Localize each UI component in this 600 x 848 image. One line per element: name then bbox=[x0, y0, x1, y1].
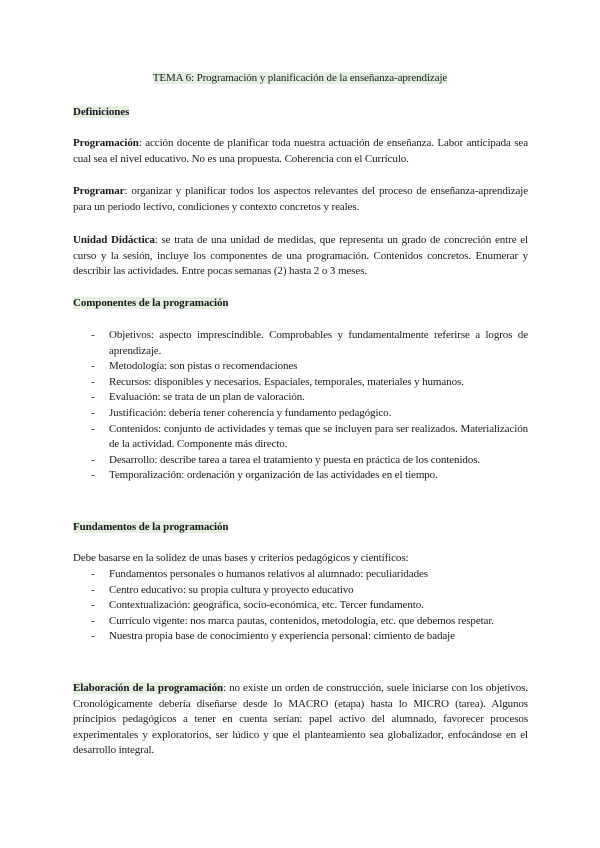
title-text: TEMA 6: Programación y planificación de la enseñanza-aprendizaje bbox=[152, 72, 448, 84]
list-item: - Temporalización: ordenación y organización de las actividades en el tiempo. bbox=[73, 468, 528, 484]
list-bullet: - bbox=[91, 422, 95, 435]
list-item: - Desarrollo: describe tarea a tarea el tratamiento y puesta en práctica de los contenidos. bbox=[73, 453, 528, 469]
list-item: - Contextualización: geográfica, socio-económica, etc. Tercer fundamento. bbox=[73, 598, 528, 614]
paragraph-unidad-didactica bbox=[73, 233, 528, 280]
list-item: - Recursos: disponibles y necesarios. Espaciales, temporales, materiales y humanos. bbox=[73, 375, 528, 391]
term-unidad-didactica: Unidad Didáctica bbox=[73, 234, 155, 246]
paragraph-programar bbox=[73, 184, 528, 215]
list-bullet: - bbox=[91, 453, 95, 466]
list-item: - Nuestra propia base de conocimiento y experiencia personal: cimiento de badaje bbox=[73, 629, 528, 645]
term-programacion: Programación bbox=[73, 137, 139, 149]
document-title bbox=[0, 71, 600, 87]
definition-unidad-didactica: : se trata de una unidad de medidas, que representa un grado de concreción entre el curso y la sesión, incluye los componentes de una programación. Contenidos concretos. Enumerar y describir las actividades. Entre pocas semanas (2) hasta 2 o 3 meses. bbox=[73, 234, 528, 278]
term-programar: Programar bbox=[73, 185, 125, 197]
list-bullet: - bbox=[91, 375, 95, 388]
list-bullet: - bbox=[91, 630, 95, 643]
list-item: - Evaluación: se trata de un plan de valoración. bbox=[73, 390, 528, 406]
fundamentos-intro: Debe basarse en la solidez de unas bases y criterios pedagógicos y científicos: bbox=[73, 552, 409, 564]
list-item: - Metodología: son pistas o recomendaciones bbox=[73, 359, 528, 375]
fundamentos-heading: Fundamentos de la programación bbox=[73, 521, 229, 533]
list-bullet: - bbox=[91, 406, 95, 419]
list-item: - Fundamentos personales o humanos relativos al alumnado: peculiaridades bbox=[73, 567, 528, 583]
section-heading-fundamentos bbox=[73, 520, 528, 536]
componentes-list bbox=[73, 328, 528, 484]
definition-programar: : organizar y planificar todos los aspectos relevantes del proceso de enseñanza-aprendizaje para un periodo lectivo, condiciones y contexto concretos y reales. bbox=[73, 185, 528, 213]
list-bullet: - bbox=[91, 599, 95, 612]
definition-elaboracion: : no existe un orden de construcción, suele iniciarse con los objetivos. Cronológicamente debería diseñarse desde lo MACRO (etapa) hasta lo MICRO (tarea). Algunos principios pedagógicos a tener en cuenta serían: papel activo del alumnado, favorecer procesos experimentales y exploratorios, ser lúdico y que el planteamiento sea globalizador, enfocándose en el desarrollo integral. bbox=[73, 682, 528, 757]
list-item: - Centro educativo: su propia cultura y proyecto educativo bbox=[73, 583, 528, 599]
section-heading-definiciones bbox=[73, 105, 528, 121]
list-item: - Justificación: debería tener coherencia y fundamento pedagógico. bbox=[73, 406, 528, 422]
componentes-heading: Componentes de la programación bbox=[73, 297, 229, 309]
term-elaboracion: Elaboración de la programación bbox=[73, 682, 224, 694]
list-bullet: - bbox=[91, 583, 95, 596]
section-heading-componentes bbox=[73, 296, 528, 312]
list-bullet: - bbox=[91, 360, 95, 373]
list-item: - Contenidos: conjunto de actividades y temas que se incluyen para ser realizados. Materialización de la actividad. Componente más directo. bbox=[91, 422, 528, 451]
fundamentos-list bbox=[73, 567, 528, 645]
list-bullet: - bbox=[91, 329, 95, 341]
paragraph-programacion bbox=[73, 136, 528, 167]
list-item: - Objetivos: aspecto imprescindible. Comprobables y fundamentalmente referirse a logros de aprendizaje. bbox=[91, 329, 528, 357]
list-bullet: - bbox=[91, 391, 95, 404]
list-item: - Currículo vigente: nos marca pautas, contenidos, metodología, etc. que debemos respetar. bbox=[73, 614, 528, 630]
list-bullet: - bbox=[91, 469, 95, 482]
definition-programacion: : acción docente de planificar toda nuestra actuación de enseñanza. Labor anticipada sea cual sea el nivel educativo. No es una propuesta. Coherencia con el Currículo. bbox=[73, 137, 528, 165]
list-bullet: - bbox=[91, 614, 95, 627]
list-bullet: - bbox=[91, 568, 95, 580]
paragraph-elaboracion bbox=[73, 681, 528, 759]
definiciones-heading: Definiciones bbox=[73, 106, 130, 118]
